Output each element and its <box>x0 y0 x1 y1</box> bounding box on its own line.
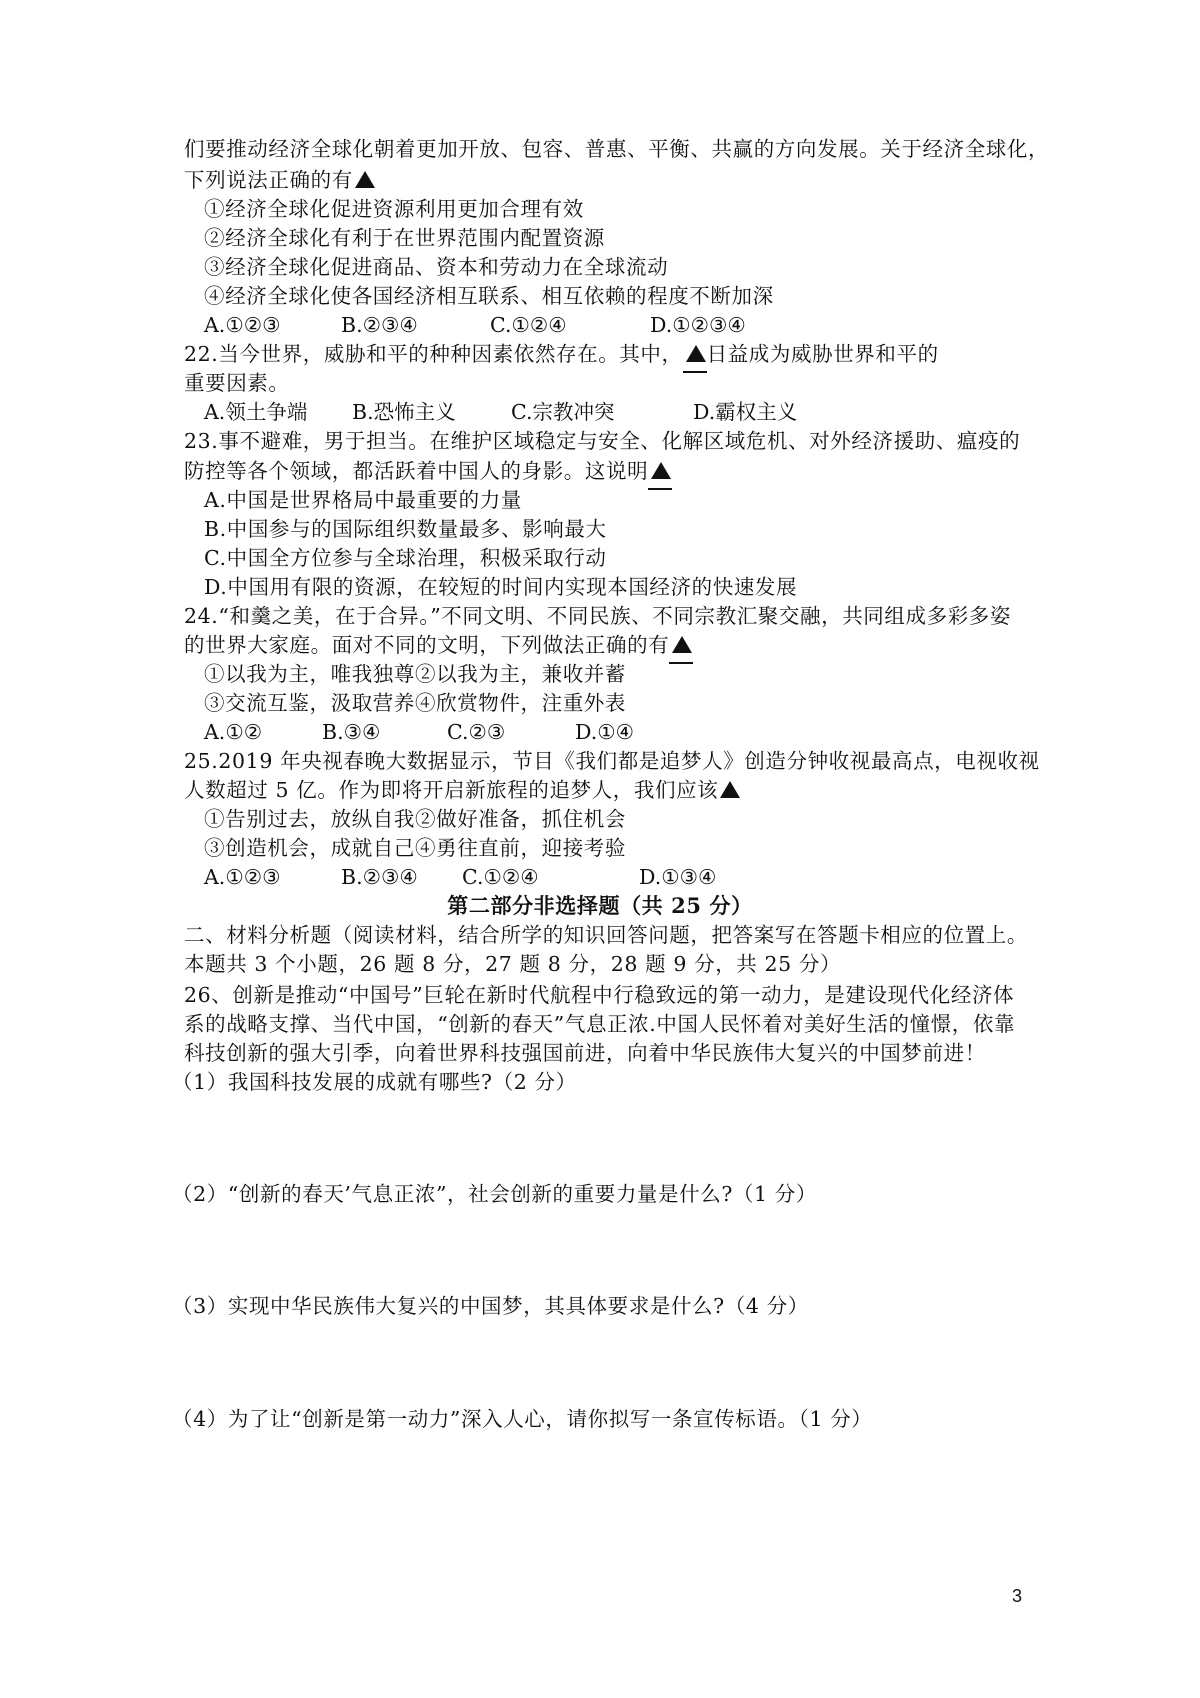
q24-option-d: D.①④ <box>575 720 634 744</box>
q26-material-line2: 系的战略支撑、当代中国，“创新的春天”气息正浓.中国人民怀着对美好生活的憧憬，依靠 <box>184 1012 1016 1036</box>
part2-title: 第二部分非选择题（共 25 分） <box>447 893 753 918</box>
part2-intro-line1: 二、材料分析题（阅读材料，结合所学的知识回答问题，把答案写在答题卡相应的位置上。 <box>184 923 1028 947</box>
q23-stem-line2: 防控等各个领域，都活跃着中国人的身影。这说明 <box>184 455 1060 490</box>
q21-option-a: A.①②③ <box>204 313 281 337</box>
q22-option-a: A.领土争端 <box>204 400 308 424</box>
answer-blank-triangle-icon <box>651 462 671 479</box>
q23-option-d: D.中国用有限的资源，在较短的时间内实现本国经济的快速发展 <box>204 575 798 599</box>
q26-material-line1: 26、创新是推动“中国号”巨轮在新时代航程中行稳致远的第一动力，是建设现代化经济体 <box>184 983 1015 1007</box>
q24-stem-line2: 的世界大家庭。面对不同的文明，下列做法正确的有 <box>184 629 1060 664</box>
part2-intro-line2: 本题共 3 个小题，26 题 8 分，27 题 8 分，28 题 9 分，共 25 分） <box>184 952 842 976</box>
answer-blank-triangle-icon <box>672 636 692 653</box>
q25-option-c: C.①②④ <box>462 865 539 889</box>
answer-blank-triangle-icon <box>720 781 740 798</box>
q21-item-2: ②经济全球化有利于在世界范围内配置资源 <box>204 226 605 250</box>
q22-option-b: B.恐怖主义 <box>352 400 456 424</box>
q23-option-c: C.中国全方位参与全球治理，积极采取行动 <box>204 546 607 570</box>
answer-blank-triangle-icon <box>686 345 706 362</box>
q24-item-2: ③交流互鉴，汲取营养④欣赏物件，注重外表 <box>204 691 626 715</box>
q25-option-b: B.②③④ <box>341 865 418 889</box>
q24-item-1: ①以我为主，唯我独尊②以我为主，兼收并蓄 <box>204 662 626 686</box>
page-number: 3 <box>1012 1586 1023 1606</box>
q24-option-b: B.③④ <box>322 720 381 744</box>
q24-option-c: C.②③ <box>447 720 506 744</box>
q21-item-1: ①经济全球化促进资源利用更加合理有效 <box>204 197 584 221</box>
q21-stem-line1: 们要推动经济全球化朝着更加开放、包容、普惠、平衡、共赢的方向发展。关于经济全球化， <box>184 137 1050 161</box>
q24-option-a: A.①② <box>204 720 263 744</box>
q21-stem-line2: 下列说法正确的有 <box>184 164 1060 196</box>
q25-stem-line2: 人数超过 5 亿。作为即将开启新旅程的追梦人，我们应该 <box>184 774 1060 806</box>
q22-option-c: C.宗教冲突 <box>511 400 615 424</box>
q25-option-d: D.①③④ <box>639 865 717 889</box>
answer-blank-triangle-icon <box>355 171 375 188</box>
q25-stem-line1: 25.2019 年央视春晚大数据显示，节目《我们都是追梦人》创造分钟收视最高点，电视收视 <box>184 749 1040 773</box>
q21-item-3: ③经济全球化促进商品、资本和劳动力在全球流动 <box>204 255 669 279</box>
q23-option-a: A.中国是世界格局中最重要的力量 <box>204 488 522 512</box>
q25-option-a: A.①②③ <box>204 865 281 889</box>
q26-subquestion-4: （4）为了让“创新是第一动力”深入人心，请你拟写一条宣传标语。（1 分） <box>172 1407 873 1431</box>
q26-subquestion-2: （2）“创新的春天’气息正浓”，社会创新的重要力量是什么?（1 分） <box>172 1182 817 1206</box>
q21-option-c: C.①②④ <box>490 313 567 337</box>
q21-option-b: B.②③④ <box>341 313 418 337</box>
q21-option-d: D.①②③④ <box>650 313 746 337</box>
q26-material-line3: 科技创新的强大引季，向着世界科技强国前进，向着中华民族伟大复兴的中国梦前进！ <box>184 1041 986 1065</box>
q21-item-4: ④经济全球化使各国经济相互联系、相互依赖的程度不断加深 <box>204 284 774 308</box>
q24-stem-line1: 24.“和羹之美，在于合异。”不同文明、不同民族、不同宗教汇聚交融，共同组成多彩多姿 <box>184 604 1012 628</box>
q23-option-b: B.中国参与的国际组织数量最多、影响最大 <box>204 517 607 541</box>
q22-stem-line2: 重要因素。 <box>184 371 290 395</box>
q22-stem-line1: 22.当今世界，威胁和平的种种因素依然存在。其中， 日益成为威胁世界和平的 <box>184 338 1060 373</box>
q25-item-2: ③创造机会，成就自己④勇往直前，迎接考验 <box>204 836 626 860</box>
q26-subquestion-1: （1）我国科技发展的成就有哪些?（2 分） <box>172 1070 577 1094</box>
q26-subquestion-3: （3）实现中华民族伟大复兴的中国梦，其具体要求是什么?（4 分） <box>172 1294 809 1318</box>
q22-option-d: D.霸权主义 <box>693 400 798 424</box>
q23-stem-line1: 23.事不避难，男于担当。在维护区域稳定与安全、化解区域危机、对外经济援助、瘟疫的 <box>184 429 1021 453</box>
q25-item-1: ①告别过去，放纵自我②做好准备，抓住机会 <box>204 807 626 831</box>
